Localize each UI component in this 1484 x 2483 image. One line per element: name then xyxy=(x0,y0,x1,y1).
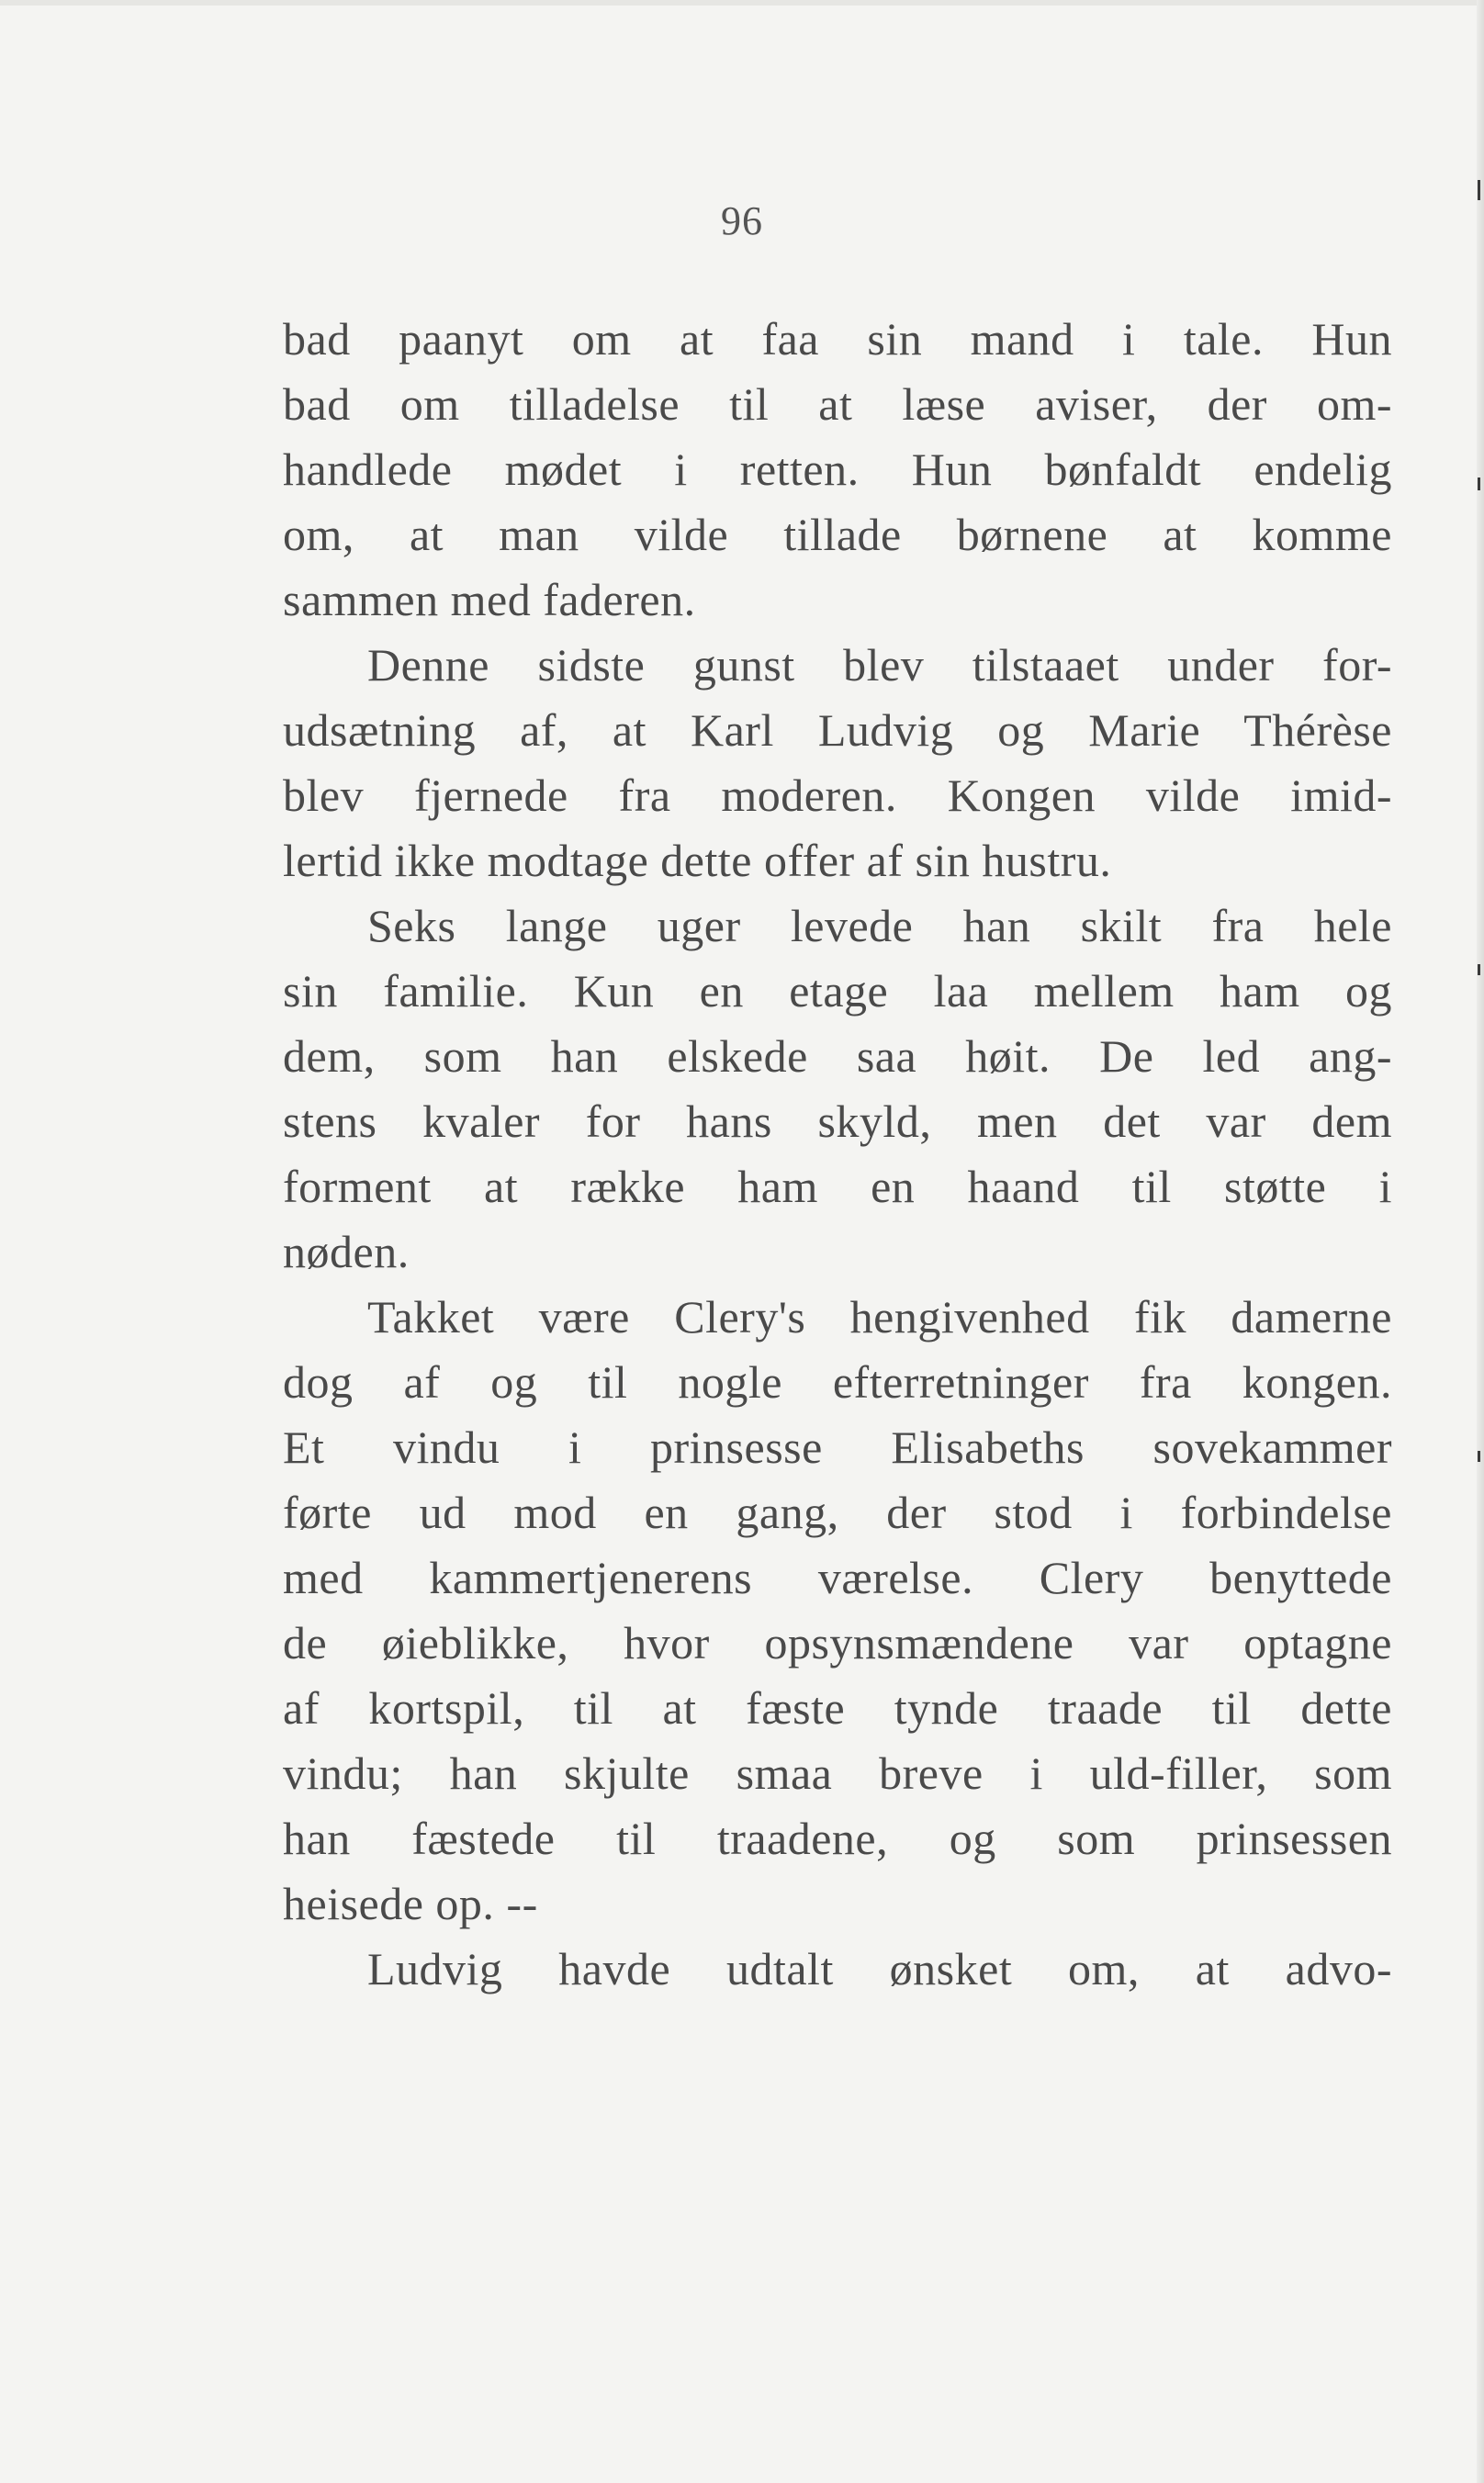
page-number: 96 xyxy=(721,198,763,243)
text-line: sammen med faderen. xyxy=(283,574,696,625)
text-line: nøden. xyxy=(283,1226,410,1277)
text-line: vindu; han skjulte smaa breve i uld-filler, som xyxy=(283,1747,1392,1799)
text-line: bad om tilladelse til at læse aviser, der om- xyxy=(283,378,1392,430)
text-line: med kammertjenerens værelse. Clery benyttede xyxy=(283,1552,1392,1603)
text-line: dog af og til nogle efterretninger fra kongen. xyxy=(283,1356,1392,1408)
edge-mark xyxy=(1478,1451,1480,1462)
text-line: Ludvig havde udtalt ønsket om, at advo- xyxy=(367,1943,1392,1994)
text-line: dem, som han elskede saa høit. De led ang- xyxy=(283,1030,1392,1082)
text-line: Seks lange uger levede han skilt fra hele xyxy=(367,900,1392,951)
edge-mark xyxy=(1478,964,1480,975)
text-line: heisede op. -- xyxy=(283,1878,538,1929)
text-line: udsætning af, at Karl Ludvig og Marie Thérèse xyxy=(283,704,1392,756)
text-line: bad paanyt om at faa sin mand i tale. Hun xyxy=(283,313,1392,365)
text-line: lertid ikke modtage dette offer af sin hustru. xyxy=(283,835,1112,886)
text-line: Takket være Clery's hengivenhed fik damerne xyxy=(367,1291,1392,1343)
text-line: Denne sidste gunst blev tilstaaet under for- xyxy=(367,639,1392,691)
text-line: blev fjernede fra moderen. Kongen vilde imid- xyxy=(283,770,1392,821)
text-line: handlede mødet i retten. Hun bønfaldt endelig xyxy=(283,444,1392,495)
edge-mark xyxy=(1478,478,1480,490)
page-top-edge xyxy=(0,0,1484,6)
text-line: forment at række ham en haand til støtte i xyxy=(283,1161,1392,1212)
body-text xyxy=(283,307,1392,2002)
page-right-edge xyxy=(1477,0,1484,2483)
text-line: af kortspil, til at fæste tynde traade til dette xyxy=(283,1682,1392,1734)
text-line: førte ud mod en gang, der stod i forbindelse xyxy=(283,1487,1392,1538)
text-line: de øieblikke, hvor opsynsmændene var optagne xyxy=(283,1617,1392,1668)
text-line: sin familie. Kun en etage laa mellem ham og xyxy=(283,965,1392,1017)
text-line: han fæstede til traadene, og som prinsessen xyxy=(283,1813,1392,1864)
text-line: stens kvaler for hans skyld, men det var dem xyxy=(283,1095,1392,1147)
text-line: Et vindu i prinsesse Elisabeths sovekammer xyxy=(283,1421,1392,1473)
text-line: om, at man vilde tillade børnene at komme xyxy=(283,509,1392,560)
